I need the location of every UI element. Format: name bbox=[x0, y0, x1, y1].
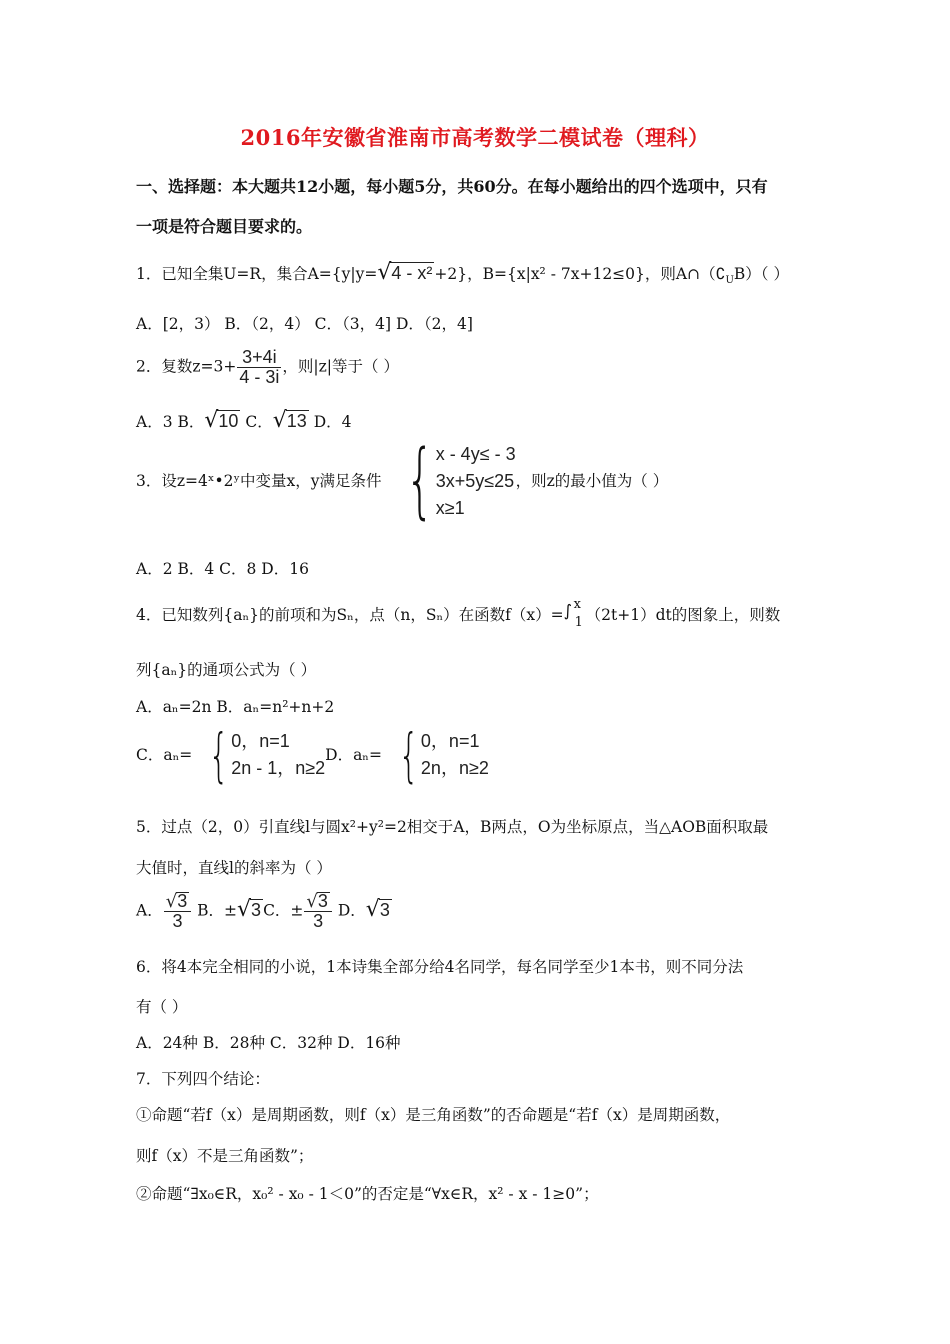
question-2-options: A．3 B．√10 C．√13 D．4 bbox=[136, 408, 352, 433]
option-d-cases: 0，n=1 2n，n≥2 bbox=[420, 731, 489, 778]
question-4-options-ab: A．aₙ=2n B．aₙ=n²+n+2 bbox=[136, 698, 335, 716]
option-c-cases: 0，n=1 2n - 1，n≥2 bbox=[231, 731, 326, 778]
q1-radicand: 4 - x² bbox=[391, 263, 433, 283]
question-4: 4．已知数列{aₙ}的前项和为Sₙ，点（n，Sₙ）在函数f（x）= ∫ x 1 （2t+1）dt的图象上，则数 bbox=[136, 597, 781, 630]
section-heading-line2: 一项是符合题目要求的。 bbox=[136, 217, 313, 236]
q2-fraction: $\frac{3+4i}{4 - 3i}$ bbox=[239, 347, 280, 387]
question-1: 1．已知全集U=R，集合A={y|y=√4 - x² +2}，B={x|x² - 7x+12≤0}，则$A\cap(∁_UB)$（ ） bbox=[136, 260, 789, 287]
question-7-statement-1a: ①命题“若f（x）是周期函数，则f（x）是三角函数”的否命题是“若f（x）是周期函数， bbox=[136, 1106, 731, 1124]
question-2: 2．复数z=3+ $\frac{3+4i}{4 - 3i}$ ，则|z|等于（ ） bbox=[136, 347, 399, 387]
radical-sign: √ bbox=[377, 260, 392, 285]
question-7-statement-1b: 则f（x）不是三角函数”； bbox=[136, 1147, 314, 1165]
integral-sign: ∫ x 1 bbox=[563, 597, 583, 630]
question-3-options: A．2 B．4 C．8 D．16 bbox=[136, 560, 309, 578]
question-5-line1: 5．过点（2，0）引直线l与圆x²+y²=2相交于A，B两点，O为坐标原点，当△AOB面积取最 bbox=[136, 818, 769, 836]
question-3: 3．设z=4ˣ•2ʸ中变量x，y满足条件 { x - 4y≤ - 3 3x+5y≤25 x≥1 ，则z的最小值为（ ） bbox=[136, 433, 669, 528]
left-brace: { bbox=[208, 721, 230, 789]
question-7-stem: 7．下列四个结论： bbox=[136, 1070, 270, 1088]
left-brace: { bbox=[398, 721, 419, 789]
question-5-line2: 大值时，直线l的斜率为（ ） bbox=[136, 859, 332, 877]
question-7-statement-2: ②命题“∃x₀∈R，x₀² - x₀ - 1＜0”的否定是“∀x∈R，x² - x - 1≥0”； bbox=[136, 1185, 599, 1203]
question-4-options-cd: C．aₙ= { 0，n=1 2n - 1，n≥2 D．aₙ= { 0，n=1 2n，n≥2 bbox=[136, 721, 489, 789]
question-4-line2: 列{aₙ}的通项公式为（ ） bbox=[136, 661, 317, 679]
question-6-line2: 有（ ） bbox=[136, 998, 188, 1016]
section-heading-line1: 一、选择题：本大题共12小题，每小题5分，共60分。在每小题给出的四个选项中，只有 bbox=[136, 177, 768, 196]
left-brace: { bbox=[404, 433, 434, 528]
question-6-options: A．24种 B．28种 C．32种 D．16种 bbox=[136, 1034, 401, 1052]
question-1-options: A．[2，3） B．（2，4） C．（3，4] D．（2，4] bbox=[136, 315, 473, 333]
page-title: 2016年安徽省淮南市高考数学二模试卷（理科） bbox=[240, 125, 710, 150]
question-6-line1: 6．将4本完全相同的小说，1本诗集全部分给4名同学，每名同学至少1本书，则不同分法 bbox=[136, 958, 744, 976]
q3-constraints: x - 4y≤ - 3 3x+5y≤25 x≥1 bbox=[435, 443, 516, 518]
question-5-options: A． $\frac{√3}{3}$ B．±√3 C．± $\frac{√3}{3}$ D．√3 bbox=[136, 891, 390, 931]
